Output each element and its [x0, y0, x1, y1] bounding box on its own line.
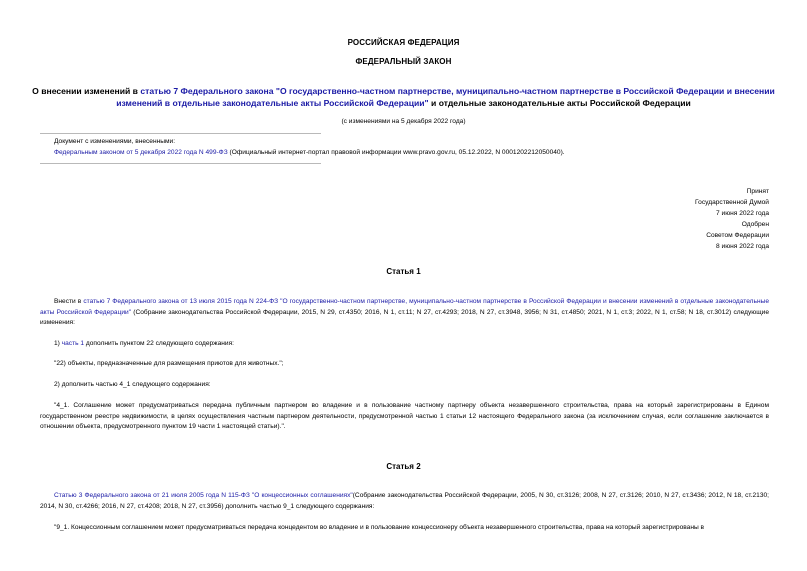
accepted-line: Принят — [746, 188, 769, 195]
article-1-heading: Статья 1 — [386, 267, 421, 276]
a2p1-rest: (Собрание законодательства Российской Федерации, 2005, N 30, ст.3126; 2008, N 27, ст.3126; 2010, N 27, ст.3436; 2012, N 18, ст.2130; 2014, N 30, ст.4266; 2016, N 27, ст.4208; 2018, N 27, ст.3956) дополнить частью 9_1 следующего содержания: — [40, 492, 769, 510]
title-suffix: и отдельные законодательные акты Российской Федерации — [428, 98, 691, 108]
article-1-paragraph-4: 2) дополнить частью 4_1 следующего содержания: — [54, 381, 211, 388]
article-2-paragraph-1 — [40, 491, 769, 512]
acceptance-block — [569, 186, 769, 252]
doc-info-rest: (Официальный интернет-портал правовой информации www.pravo.gov.ru, 05.12.2022, N 0001202212050040). — [227, 149, 565, 156]
a1p1-rest: (Собрание законодательства Российской Федерации, 2015, N 29, ст.4350; 2016, N 1, ст.11; N 27, ст.4293; 2018, N 27, ст.3948, 3956; N 31, ст.4850; 2021, N 1, ст.3; 2022, N 1, ст.58; N 18, ст.3012) следующие изменения: — [40, 308, 769, 326]
revision-note: (с изменениями на 5 декабря 2022 года) — [341, 118, 466, 125]
article-3-link[interactable]: Статью 3 Федерального закона от 21 июля 2005 года N 115-ФЗ "О концессионных соглашениях" — [54, 492, 353, 499]
doc-info-block — [54, 136, 774, 158]
title-prefix: О внесении изменений в — [32, 86, 141, 96]
article-1-paragraph-1 — [40, 297, 769, 329]
divider-bottom — [40, 163, 321, 164]
accepted-line: 8 июня 2022 года — [716, 243, 769, 250]
a1p2-prefix: 1) — [54, 340, 62, 347]
article-2-paragraph-2: "9_1. Концессионным соглашением может предусматриваться передача концедентом во владение и в пользование концессионеру объекта незавершенного строительства, права на который зарегистрированы в — [54, 524, 705, 531]
article-1-paragraph-3: "22) объекты, предназначенные для размещения приютов для животных."; — [54, 360, 284, 367]
article-1-paragraph-5: "4_1. Соглашение может предусматриваться передача публичным партнером во владение и в пользование частному партнеру объекта незавершенного строительства, права на который зарегистрированы в Едином государственном реестре недвижимости, в целях осуществления частным партнером деятельности, предусмотренной частью 1 статьи 12 настоящего Федерального закона (за исключением случая, если соглашение заключается в отношении объекта, предусмотренного пунктом 19 части 1 настоящей статьи).". — [40, 402, 769, 430]
a1p2-rest: дополнить пунктом 22 следующего содержания: — [84, 340, 234, 347]
amending-law-link[interactable]: Федеральным законом от 5 декабря 2022 года N 499-ФЗ — [54, 149, 228, 156]
doc-info-line — [54, 147, 774, 158]
accepted-line: Государственной Думой — [695, 199, 769, 206]
accepted-line: Одобрен — [741, 221, 769, 228]
part-1-link[interactable]: часть 1 — [61, 340, 85, 347]
law-type-heading: ФЕДЕРАЛЬНЫЙ ЗАКОН — [355, 57, 452, 66]
law-title — [28, 85, 779, 109]
accepted-line: 7 июня 2022 года — [716, 210, 769, 217]
divider-top — [40, 133, 321, 134]
article-1-paragraph-2 — [40, 339, 769, 350]
title-link[interactable]: статью 7 Федерального закона "О государственно-частном партнерстве, муниципально-частном партнерстве в Российской Федерации и внесении изменений в отдельные законодательные акты Российской Федерации" — [116, 86, 775, 108]
country-heading: РОССИЙСКАЯ ФЕДЕРАЦИЯ — [347, 38, 460, 47]
article-2-heading: Статья 2 — [386, 462, 421, 471]
a1p1-prefix: Внести в — [54, 298, 84, 305]
accepted-line: Советом Федерации — [706, 232, 769, 239]
doc-info-label: Документ с изменениями, внесенными: — [54, 138, 176, 145]
article-7-link[interactable]: статью 7 Федерального закона от 13 июля 2015 года N 224-ФЗ "О государственно-частном партнерстве, муниципально-частном партнерстве в Российской Федерации и внесении изменений в отдельные законодательные акты Российской Федерации" — [40, 298, 769, 316]
